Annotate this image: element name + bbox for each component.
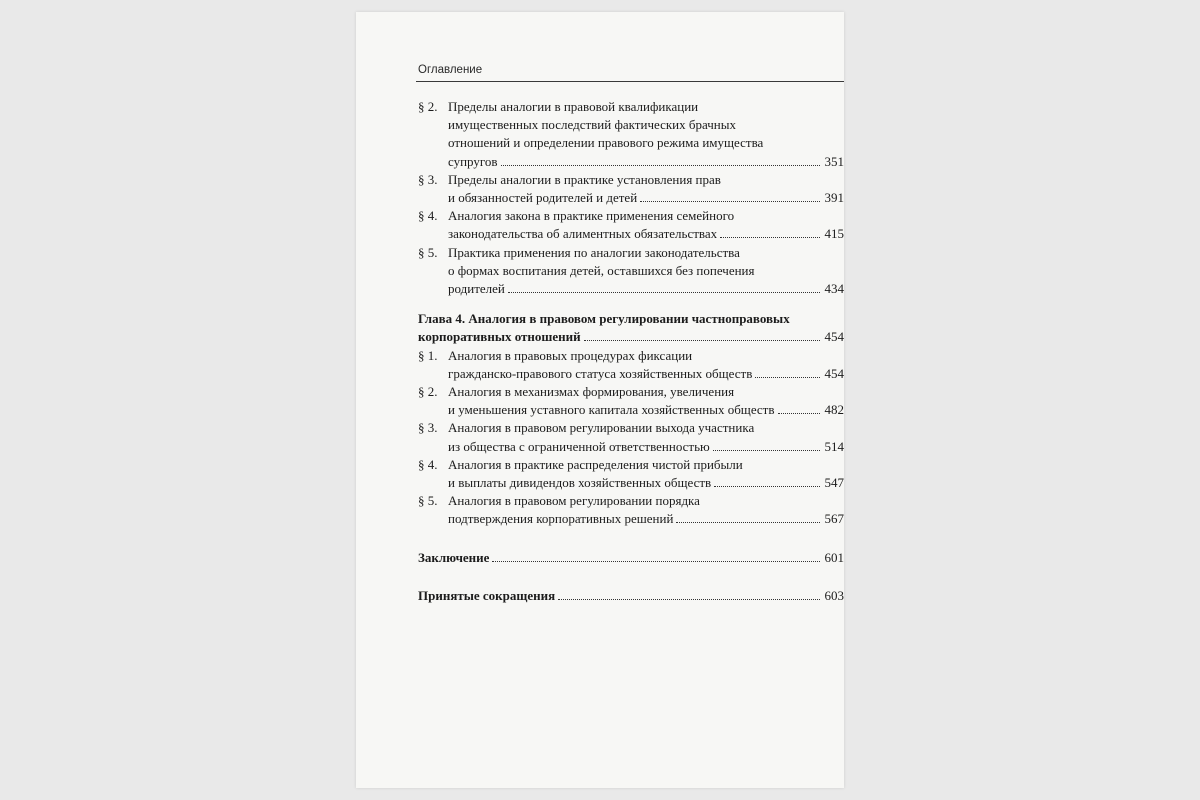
dot-leader [676, 522, 820, 523]
entry-title-line: отношений и определении правового режима имущества [448, 135, 764, 151]
page-number: 351 [824, 153, 844, 169]
entry-title-line: и обязанностей родителей и детей [448, 190, 638, 206]
entry-title-line: подтверждения корпоративных решений [448, 511, 674, 527]
entry-title-line: Аналогия закона в практике применения семейного [448, 208, 735, 224]
toc-section-entry [418, 244, 844, 299]
entry-title-line: Пределы аналогии в правовой квалификации [448, 99, 699, 114]
page-number: 434 [824, 281, 844, 297]
entry-title-line: Заключение [418, 549, 490, 565]
dot-leader [778, 413, 820, 414]
entry-title-line: Аналогия в механизмах формирования, увеличения [448, 384, 735, 400]
running-head: Оглавление [418, 64, 483, 76]
entry-title-line: и уменьшения уставного капитала хозяйственных обществ [448, 402, 775, 418]
section-number: § 3. [418, 420, 438, 436]
entry-title-line: из общества с ограниченной ответственностью [448, 438, 710, 454]
entry-title-line: корпоративных отношений [418, 329, 581, 345]
entry-title-line: Практика применения по аналогии законодательства [448, 244, 740, 260]
page-number: 603 [824, 587, 844, 603]
section-number: § 2. [418, 99, 438, 114]
dot-leader [558, 599, 820, 600]
toc-section-entry [418, 383, 844, 419]
dot-leader [492, 561, 820, 562]
page-number: 567 [824, 511, 844, 527]
toc-section-entry [418, 207, 844, 243]
dot-leader [714, 486, 820, 487]
dot-leader [508, 292, 820, 293]
section-number: § 5. [418, 244, 438, 260]
entry-title-line: родителей [448, 281, 505, 297]
toc-section-entry [418, 171, 844, 207]
entry-title-line: Принятые сокращения [418, 587, 556, 603]
toc-section-entry [418, 98, 844, 171]
toc-standalone-entry [418, 549, 844, 567]
toc-chapter-entry [418, 310, 844, 346]
header-rule [416, 81, 844, 82]
page-number: 415 [824, 226, 844, 242]
dot-leader [501, 165, 820, 166]
entry-title-line: Аналогия в правовых процедурах фиксации [448, 347, 693, 363]
toc-section-entry [418, 456, 844, 492]
page-number: 391 [824, 190, 844, 206]
entry-title-line: Пределы аналогии в практике установления прав [448, 171, 721, 187]
entry-title-line: Глава 4. Аналогия в правовом регулировании частноправовых [418, 311, 790, 327]
page-number: 547 [824, 475, 844, 491]
entry-title-line: супругов [448, 153, 498, 169]
page-number: 601 [824, 549, 844, 565]
dot-leader [713, 450, 820, 451]
page-number: 454 [824, 365, 844, 381]
book-page [356, 12, 844, 788]
dot-leader [640, 201, 820, 202]
section-number: § 1. [418, 347, 438, 363]
section-number: § 4. [418, 456, 438, 472]
entry-title-line: законодательства об алиментных обязательствах [448, 226, 718, 242]
section-number: § 2. [418, 384, 438, 400]
table-of-contents [418, 98, 844, 605]
entry-title-line: о формах воспитания детей, оставшихся без попечения [448, 262, 755, 278]
dot-leader [755, 377, 820, 378]
entry-title-line: Аналогия в правовом регулировании порядка [448, 493, 700, 509]
entry-title-line: гражданско-правового статуса хозяйственных обществ [448, 365, 753, 381]
entry-title-line: Аналогия в практике распределения чистой прибыли [448, 456, 743, 472]
entry-title-line: Аналогия в правовом регулировании выхода участника [448, 420, 755, 436]
dot-leader [584, 340, 820, 341]
toc-section-entry [418, 347, 844, 383]
page-number: 454 [824, 329, 844, 345]
toc-standalone-entry [418, 587, 844, 605]
section-number: § 3. [418, 171, 438, 187]
section-number: § 5. [418, 493, 438, 509]
entry-title-line: и выплаты дивидендов хозяйственных обществ [448, 475, 712, 491]
page-number: 482 [824, 402, 844, 418]
dot-leader [720, 237, 820, 238]
entry-title-line: имущественных последствий фактических брачных [448, 117, 736, 133]
toc-section-entry [418, 419, 844, 455]
toc-section-entry [418, 492, 844, 528]
page-number: 514 [824, 438, 844, 454]
section-number: § 4. [418, 208, 438, 224]
